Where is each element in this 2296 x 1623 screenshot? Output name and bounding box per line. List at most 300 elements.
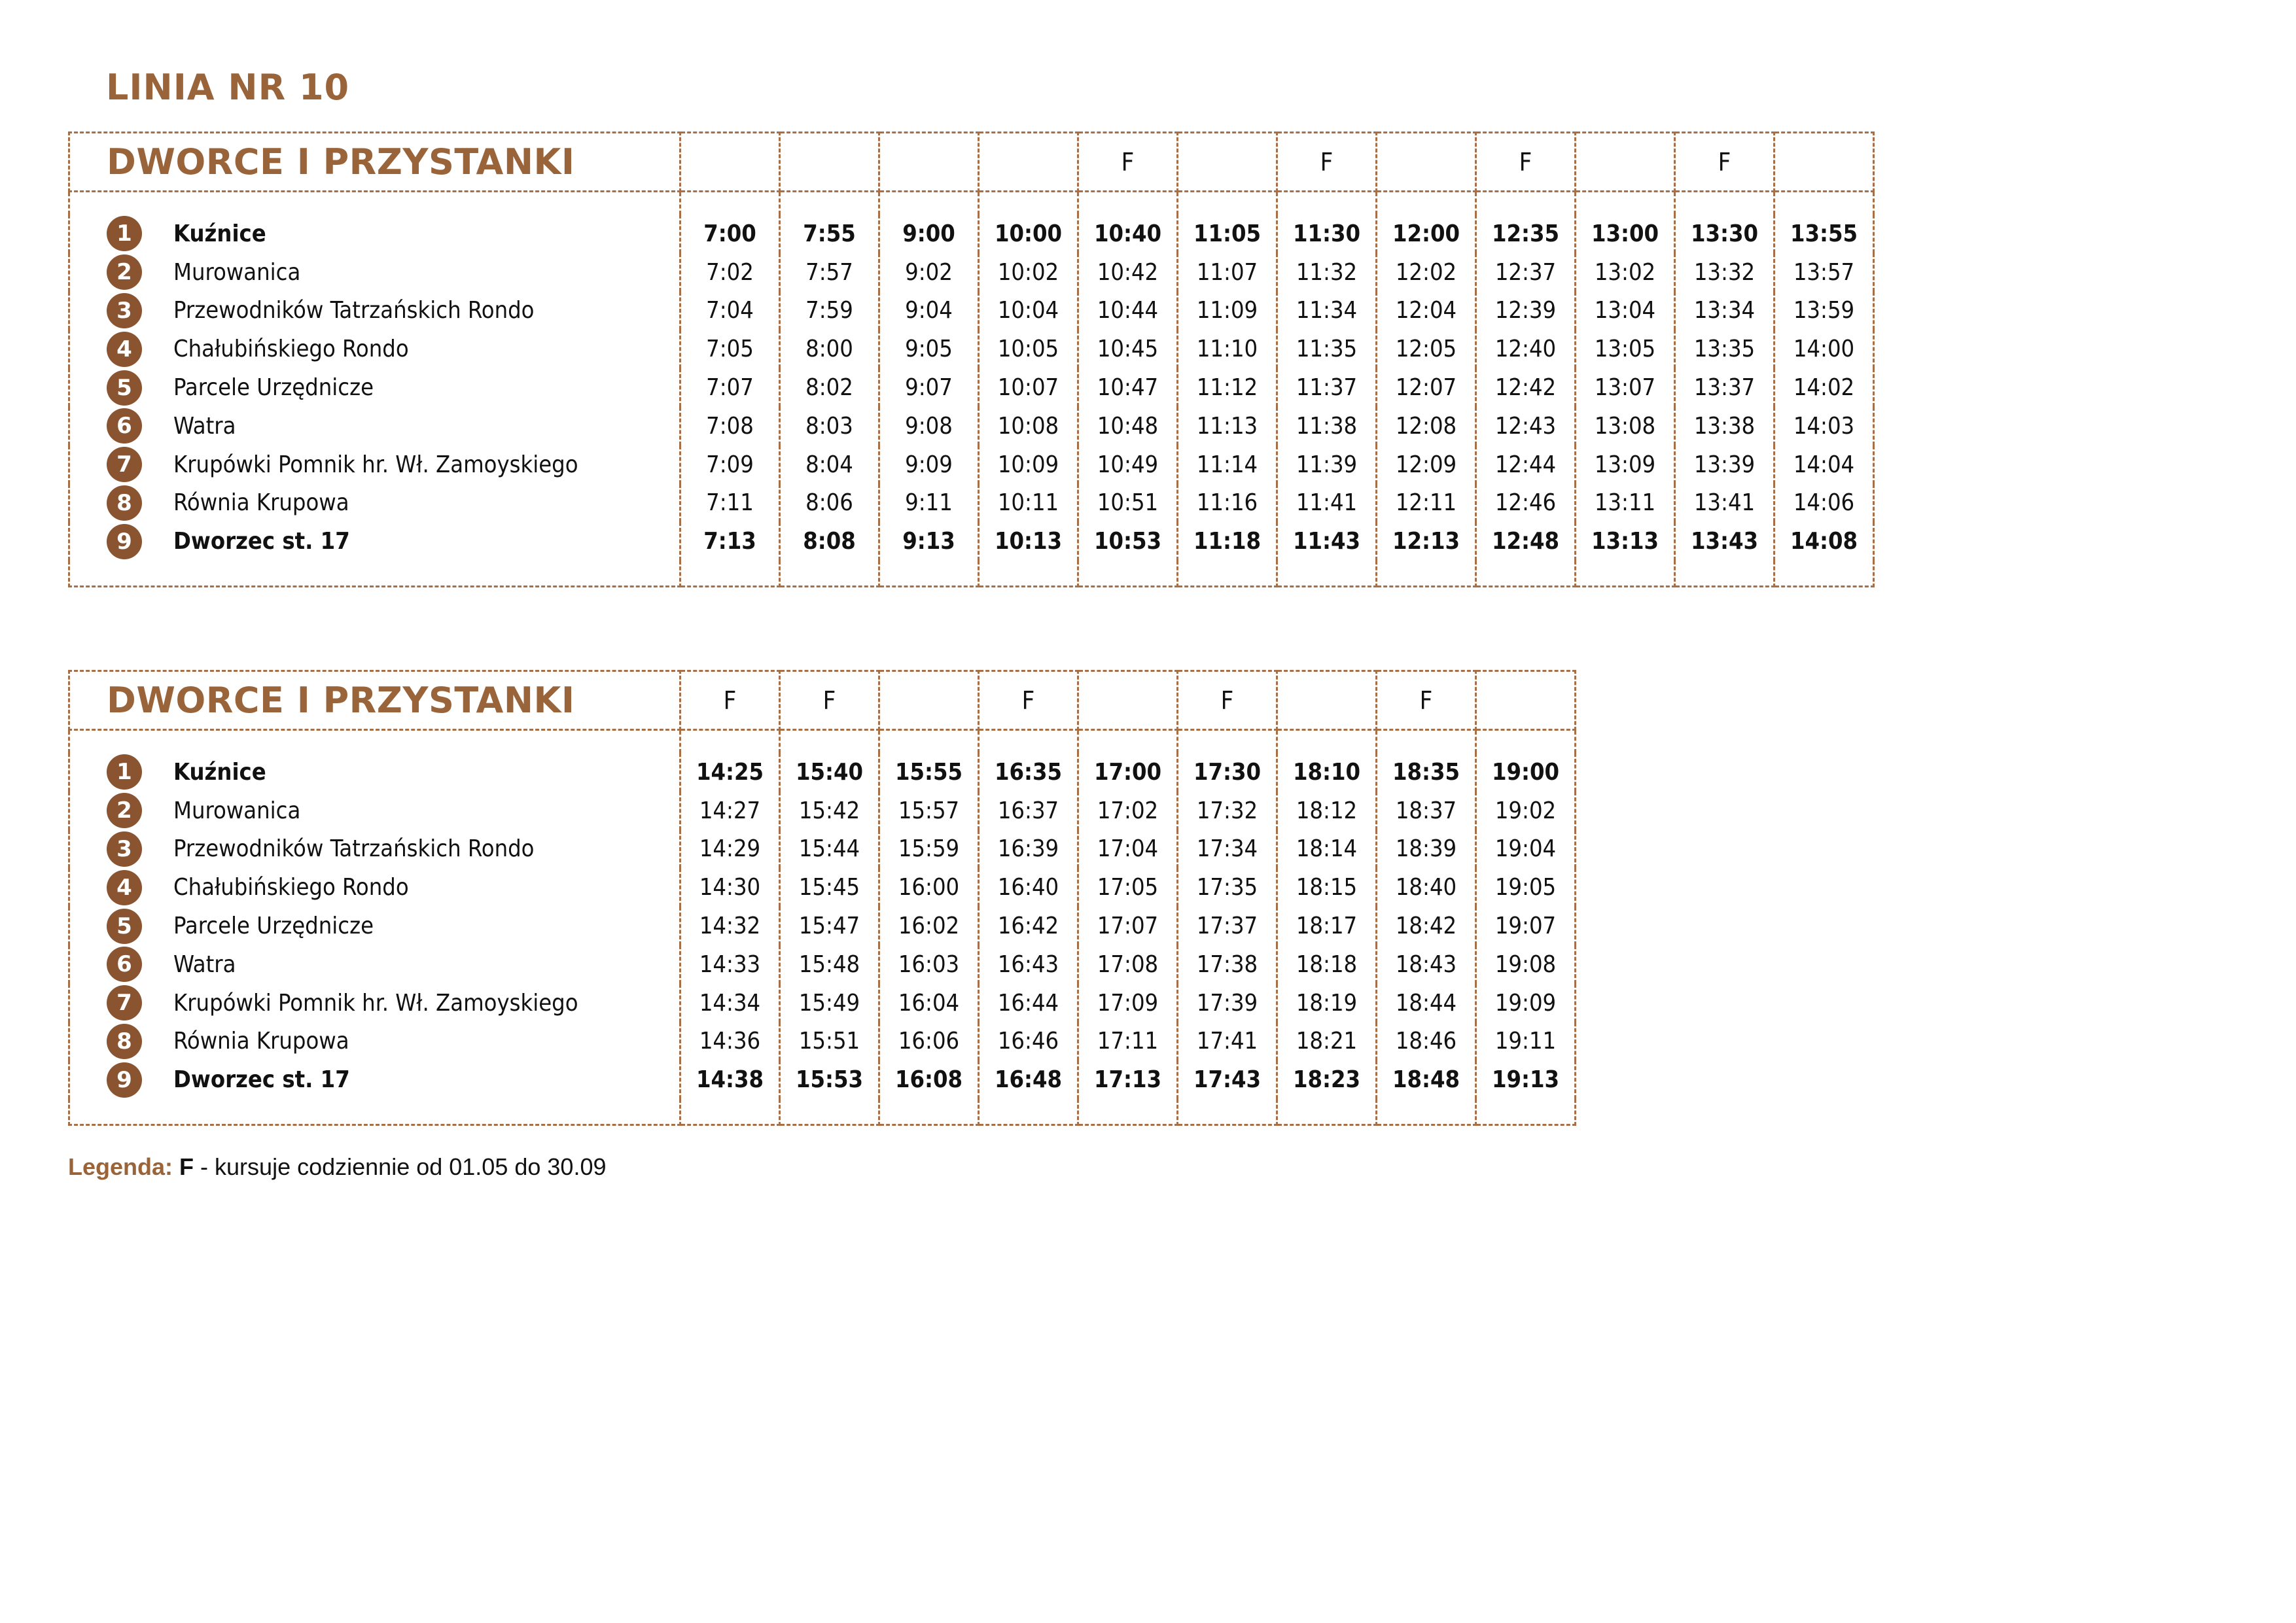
departure-time: 12:09: [1377, 445, 1476, 484]
departure-time: 17:38: [1178, 945, 1277, 984]
departure-time: 7:00: [680, 215, 780, 253]
departure-time: 14:03: [1775, 407, 1874, 445]
departure-time: 13:55: [1775, 215, 1874, 253]
departure-time: 13:30: [1675, 215, 1775, 253]
departure-header-cell: [1078, 133, 1178, 192]
departure-time: 16:37: [979, 792, 1078, 830]
departure-time: 13:32: [1675, 253, 1775, 292]
departure-time: 17:08: [1078, 945, 1178, 984]
stop-cell: [69, 907, 680, 945]
departure-time: 10:51: [1078, 484, 1178, 523]
departure-time: 16:43: [979, 945, 1078, 984]
departure-header-cell: [1377, 133, 1476, 192]
departure-time: 16:03: [879, 945, 979, 984]
departure-time: 13:13: [1576, 522, 1675, 561]
departure-time: 16:02: [879, 907, 979, 945]
departure-time: 18:21: [1277, 1022, 1377, 1061]
departure-header-cell: [1476, 133, 1576, 192]
departure-time: 12:42: [1476, 368, 1576, 407]
departure-time: 11:41: [1277, 484, 1377, 523]
departure-time: 15:47: [780, 907, 879, 945]
departure-time: 11:09: [1178, 292, 1277, 330]
departure-time: 13:38: [1675, 407, 1775, 445]
departure-time: 17:00: [1078, 753, 1178, 792]
stop-number-badge: 3: [107, 293, 142, 328]
departure-time: 17:43: [1178, 1060, 1277, 1099]
departure-time: 8:02: [780, 368, 879, 407]
stop-cell: [69, 1022, 680, 1061]
spacer-row: [69, 730, 1576, 754]
stop-row: [69, 907, 1576, 945]
departure-time: 7:07: [680, 368, 780, 407]
departure-time: 13:05: [1576, 330, 1675, 368]
departure-time: 19:04: [1476, 830, 1576, 869]
departure-time: 10:02: [979, 253, 1078, 292]
departure-time: 13:39: [1675, 445, 1775, 484]
departure-time: 9:07: [879, 368, 979, 407]
legend-key: F: [179, 1153, 194, 1180]
departure-time: 12:40: [1476, 330, 1576, 368]
stop-row: [69, 215, 1874, 253]
stop-name: Kuźnice: [173, 220, 266, 247]
departure-time: 18:10: [1277, 753, 1377, 792]
departure-time: 19:02: [1476, 792, 1576, 830]
departure-time: 8:08: [780, 522, 879, 561]
departure-time: 15:51: [780, 1022, 879, 1061]
stop-cell: [69, 368, 680, 407]
departure-time: 7:55: [780, 215, 879, 253]
departure-time: 13:43: [1675, 522, 1775, 561]
stop-number-badge: 8: [107, 485, 142, 521]
departure-time: 11:32: [1277, 253, 1377, 292]
departure-time: 14:04: [1775, 445, 1874, 484]
header-row: [69, 133, 1874, 192]
departure-time: 17:30: [1178, 753, 1277, 792]
legend-text: - kursuje codziennie od 01.05 do 30.09: [200, 1153, 607, 1180]
departure-time: 16:48: [979, 1060, 1078, 1099]
departure-time: 9:13: [879, 522, 979, 561]
stop-row: [69, 868, 1576, 907]
departure-header-cell: [780, 671, 879, 730]
departure-time: 12:07: [1377, 368, 1476, 407]
departure-time: 14:29: [680, 830, 780, 869]
departure-header-cell: [1775, 133, 1874, 192]
stop-row: [69, 1060, 1576, 1099]
stop-number-badge: 2: [107, 793, 142, 828]
departure-time: 7:08: [680, 407, 780, 445]
departure-time: 12:00: [1377, 215, 1476, 253]
stop-row: [69, 484, 1874, 523]
stop-number-badge: 1: [107, 216, 142, 251]
stop-cell: [69, 292, 680, 330]
departure-time: 13:02: [1576, 253, 1675, 292]
departure-time: 9:11: [879, 484, 979, 523]
stop-number-badge: 1: [107, 754, 142, 790]
departure-time: 10:07: [979, 368, 1078, 407]
departure-time: 14:25: [680, 753, 780, 792]
stop-row: [69, 945, 1576, 984]
departure-time: 11:35: [1277, 330, 1377, 368]
departure-time: 7:02: [680, 253, 780, 292]
stop-number-badge: 8: [107, 1024, 142, 1059]
departure-time: 11:14: [1178, 445, 1277, 484]
departure-time: 12:02: [1377, 253, 1476, 292]
header-title-cell: [69, 133, 680, 192]
departure-time: 8:00: [780, 330, 879, 368]
departure-time: 9:08: [879, 407, 979, 445]
departure-time: 10:05: [979, 330, 1078, 368]
table-header-title: DWORCE I PRZYSTANKI: [107, 680, 575, 721]
stop-name: Krupówki Pomnik hr. Wł. Zamoyskiego: [173, 451, 578, 478]
stop-name: Parcele Urzędnicze: [173, 374, 374, 402]
stop-number-badge: 3: [107, 831, 142, 867]
stop-number-badge: 6: [107, 947, 142, 982]
stop-row: [69, 830, 1576, 869]
departure-time: 14:06: [1775, 484, 1874, 523]
departure-time: 11:05: [1178, 215, 1277, 253]
departure-time: 11:13: [1178, 407, 1277, 445]
departure-time: 10:11: [979, 484, 1078, 523]
stop-name: Dworzec st. 17: [173, 1066, 350, 1094]
departure-time: 12:43: [1476, 407, 1576, 445]
departure-time: 10:04: [979, 292, 1078, 330]
stop-row: [69, 330, 1874, 368]
departure-time: 18:35: [1377, 753, 1476, 792]
departure-time: 10:09: [979, 445, 1078, 484]
departure-time: 11:30: [1277, 215, 1377, 253]
departure-time: 16:40: [979, 868, 1078, 907]
stop-name: Chałubińskiego Rondo: [173, 874, 409, 901]
departure-header-cell: [1178, 133, 1277, 192]
departure-time: 14:33: [680, 945, 780, 984]
spacer-row: [69, 192, 1874, 215]
stop-number-badge: 5: [107, 909, 142, 944]
departure-time: 10:13: [979, 522, 1078, 561]
departure-time: 18:46: [1377, 1022, 1476, 1061]
departure-time: 12:48: [1476, 522, 1576, 561]
departure-time: 8:06: [780, 484, 879, 523]
frequency-mark: F: [1220, 686, 1234, 715]
stop-cell: [69, 484, 680, 523]
stop-row: [69, 445, 1874, 484]
departure-time: 11:39: [1277, 445, 1377, 484]
departure-time: 11:43: [1277, 522, 1377, 561]
departure-header-cell: [1078, 671, 1178, 730]
stop-cell: [69, 253, 680, 292]
departure-time: 12:13: [1377, 522, 1476, 561]
stop-number-badge: 9: [107, 524, 142, 559]
departure-time: 12:44: [1476, 445, 1576, 484]
stop-row: [69, 407, 1874, 445]
departure-time: 15:42: [780, 792, 879, 830]
departure-time: 9:00: [879, 215, 979, 253]
departure-time: 18:43: [1377, 945, 1476, 984]
legend: [68, 1153, 606, 1181]
departure-time: 11:10: [1178, 330, 1277, 368]
departure-time: 14:34: [680, 984, 780, 1022]
departure-header-cell: [1178, 671, 1277, 730]
departure-time: 7:09: [680, 445, 780, 484]
stop-cell: [69, 830, 680, 869]
header-title-cell: [69, 671, 680, 730]
departure-time: 14:38: [680, 1060, 780, 1099]
departure-time: 14:27: [680, 792, 780, 830]
departure-header-cell: [680, 133, 780, 192]
departure-time: 17:09: [1078, 984, 1178, 1022]
departure-time: 15:57: [879, 792, 979, 830]
departure-time: 17:32: [1178, 792, 1277, 830]
stop-name: Chałubińskiego Rondo: [173, 336, 409, 363]
frequency-mark: F: [1419, 686, 1433, 715]
departure-time: 7:57: [780, 253, 879, 292]
departure-time: 16:35: [979, 753, 1078, 792]
frequency-mark: F: [723, 686, 737, 715]
departure-time: 18:42: [1377, 907, 1476, 945]
departure-time: 14:08: [1775, 522, 1874, 561]
departure-time: 13:07: [1576, 368, 1675, 407]
departure-time: 9:02: [879, 253, 979, 292]
stop-cell: [69, 945, 680, 984]
stop-name: Watra: [173, 951, 236, 978]
departure-time: 19:05: [1476, 868, 1576, 907]
departure-time: 9:04: [879, 292, 979, 330]
departure-time: 7:13: [680, 522, 780, 561]
departure-time: 17:13: [1078, 1060, 1178, 1099]
departure-time: 17:04: [1078, 830, 1178, 869]
departure-time: 17:37: [1178, 907, 1277, 945]
departure-time: 19:07: [1476, 907, 1576, 945]
departure-header-cell: [1675, 133, 1775, 192]
departure-time: 18:14: [1277, 830, 1377, 869]
departure-time: 12:08: [1377, 407, 1476, 445]
frequency-mark: F: [822, 686, 836, 715]
departure-time: 15:59: [879, 830, 979, 869]
header-row: [69, 671, 1576, 730]
stop-name: Parcele Urzędnicze: [173, 913, 374, 940]
stop-number-badge: 9: [107, 1062, 142, 1098]
departure-time: 11:18: [1178, 522, 1277, 561]
stop-name: Równia Krupowa: [173, 489, 349, 517]
departure-time: 18:17: [1277, 907, 1377, 945]
departure-time: 15:45: [780, 868, 879, 907]
departure-time: 11:34: [1277, 292, 1377, 330]
departure-time: 7:11: [680, 484, 780, 523]
departure-time: 12:39: [1476, 292, 1576, 330]
departure-time: 12:04: [1377, 292, 1476, 330]
departure-time: 7:59: [780, 292, 879, 330]
stop-name: Murowanica: [173, 258, 301, 286]
departure-time: 10:48: [1078, 407, 1178, 445]
departure-time: 12:35: [1476, 215, 1576, 253]
stop-name: Kuźnice: [173, 758, 266, 786]
departure-time: 8:04: [780, 445, 879, 484]
departure-time: 18:48: [1377, 1060, 1476, 1099]
departure-time: 18:37: [1377, 792, 1476, 830]
departure-time: 17:34: [1178, 830, 1277, 869]
stop-cell: [69, 445, 680, 484]
stop-row: [69, 368, 1874, 407]
departure-time: 13:11: [1576, 484, 1675, 523]
departure-time: 12:46: [1476, 484, 1576, 523]
departure-time: 16:00: [879, 868, 979, 907]
departure-time: 7:05: [680, 330, 780, 368]
departure-time: 18:39: [1377, 830, 1476, 869]
departure-time: 15:55: [879, 753, 979, 792]
departure-time: 13:37: [1675, 368, 1775, 407]
departure-time: 10:44: [1078, 292, 1178, 330]
departure-time: 16:39: [979, 830, 1078, 869]
stop-cell: [69, 1060, 680, 1099]
stop-number-badge: 5: [107, 370, 142, 406]
departure-time: 16:46: [979, 1022, 1078, 1061]
departure-time: 16:06: [879, 1022, 979, 1061]
bottom-row: [69, 1099, 1576, 1125]
departure-time: 13:59: [1775, 292, 1874, 330]
stop-row: [69, 984, 1576, 1022]
stop-row: [69, 253, 1874, 292]
departure-time: 13:34: [1675, 292, 1775, 330]
departure-time: 8:03: [780, 407, 879, 445]
departure-time: 13:00: [1576, 215, 1675, 253]
departure-header-cell: [979, 133, 1078, 192]
departure-time: 12:37: [1476, 253, 1576, 292]
timetable-2: [68, 670, 1576, 1126]
stop-number-badge: 4: [107, 332, 142, 367]
stop-row: [69, 292, 1874, 330]
departure-time: 16:44: [979, 984, 1078, 1022]
stop-cell: [69, 215, 680, 253]
departure-time: 16:42: [979, 907, 1078, 945]
departure-time: 13:35: [1675, 330, 1775, 368]
departure-time: 17:39: [1178, 984, 1277, 1022]
departure-time: 17:11: [1078, 1022, 1178, 1061]
departure-time: 9:05: [879, 330, 979, 368]
departure-time: 9:09: [879, 445, 979, 484]
departure-time: 19:09: [1476, 984, 1576, 1022]
departure-time: 15:44: [780, 830, 879, 869]
departure-time: 17:35: [1178, 868, 1277, 907]
departure-time: 10:47: [1078, 368, 1178, 407]
departure-time: 18:40: [1377, 868, 1476, 907]
bottom-row: [69, 561, 1874, 587]
departure-time: 12:05: [1377, 330, 1476, 368]
departure-time: 18:15: [1277, 868, 1377, 907]
departure-time: 18:44: [1377, 984, 1476, 1022]
departure-header-cell: [1277, 133, 1377, 192]
departure-time: 15:49: [780, 984, 879, 1022]
departure-time: 19:13: [1476, 1060, 1576, 1099]
stop-number-badge: 7: [107, 985, 142, 1021]
legend-label: Legenda:: [68, 1153, 173, 1180]
departure-time: 10:45: [1078, 330, 1178, 368]
departure-time: 19:11: [1476, 1022, 1576, 1061]
departure-time: 19:08: [1476, 945, 1576, 984]
departure-time: 11:16: [1178, 484, 1277, 523]
departure-time: 11:12: [1178, 368, 1277, 407]
frequency-mark: F: [1121, 147, 1135, 177]
departure-time: 18:23: [1277, 1060, 1377, 1099]
stop-name: Dworzec st. 17: [173, 528, 350, 555]
departure-time: 15:40: [780, 753, 879, 792]
departure-time: 16:08: [879, 1060, 979, 1099]
stop-number-badge: 4: [107, 870, 142, 905]
stop-cell: [69, 792, 680, 830]
stop-cell: [69, 330, 680, 368]
stop-number-badge: 6: [107, 408, 142, 444]
stop-row: [69, 792, 1576, 830]
departure-time: 13:04: [1576, 292, 1675, 330]
stop-name: Murowanica: [173, 797, 301, 824]
departure-time: 19:00: [1476, 753, 1576, 792]
stop-cell: [69, 753, 680, 792]
departure-time: 18:18: [1277, 945, 1377, 984]
departure-time: 13:57: [1775, 253, 1874, 292]
departure-header-cell: [1576, 133, 1675, 192]
departure-time: 10:00: [979, 215, 1078, 253]
timetable-1: [68, 131, 1875, 587]
stop-cell: [69, 407, 680, 445]
departure-header-cell: [780, 133, 879, 192]
frequency-mark: F: [1519, 147, 1532, 177]
departure-header-cell: [1277, 671, 1377, 730]
departure-time: 10:40: [1078, 215, 1178, 253]
stop-name: Krupówki Pomnik hr. Wł. Zamoyskiego: [173, 989, 578, 1017]
stop-row: [69, 753, 1576, 792]
departure-time: 10:42: [1078, 253, 1178, 292]
stop-cell: [69, 868, 680, 907]
departure-time: 14:00: [1775, 330, 1874, 368]
departure-time: 10:53: [1078, 522, 1178, 561]
page-title: LINIA NR 10: [106, 67, 350, 108]
departure-time: 15:48: [780, 945, 879, 984]
departure-time: 17:05: [1078, 868, 1178, 907]
stop-number-badge: 7: [107, 447, 142, 482]
departure-time: 18:12: [1277, 792, 1377, 830]
departure-time: 18:19: [1277, 984, 1377, 1022]
departure-time: 13:09: [1576, 445, 1675, 484]
departure-header-cell: [1476, 671, 1576, 730]
departure-time: 11:07: [1178, 253, 1277, 292]
stop-name: Równia Krupowa: [173, 1028, 349, 1055]
departure-time: 14:30: [680, 868, 780, 907]
departure-time: 16:04: [879, 984, 979, 1022]
stop-cell: [69, 984, 680, 1022]
departure-time: 14:02: [1775, 368, 1874, 407]
stop-row: [69, 522, 1874, 561]
departure-header-cell: [680, 671, 780, 730]
stop-number-badge: 2: [107, 254, 142, 290]
departure-time: 17:41: [1178, 1022, 1277, 1061]
stop-cell: [69, 522, 680, 561]
departure-time: 11:37: [1277, 368, 1377, 407]
departure-time: 17:02: [1078, 792, 1178, 830]
departure-time: 14:32: [680, 907, 780, 945]
stop-name: Watra: [173, 412, 236, 440]
departure-header-cell: [879, 671, 979, 730]
departure-time: 13:41: [1675, 484, 1775, 523]
departure-time: 7:04: [680, 292, 780, 330]
frequency-mark: F: [1320, 147, 1333, 177]
departure-header-cell: [1377, 671, 1476, 730]
frequency-mark: F: [1718, 147, 1731, 177]
table-header-title: DWORCE I PRZYSTANKI: [107, 141, 575, 183]
stop-name: Przewodników Tatrzańskich Rondo: [173, 297, 535, 324]
departure-time: 15:53: [780, 1060, 879, 1099]
departure-header-cell: [979, 671, 1078, 730]
departure-time: 10:49: [1078, 445, 1178, 484]
departure-time: 10:08: [979, 407, 1078, 445]
stop-row: [69, 1022, 1576, 1061]
